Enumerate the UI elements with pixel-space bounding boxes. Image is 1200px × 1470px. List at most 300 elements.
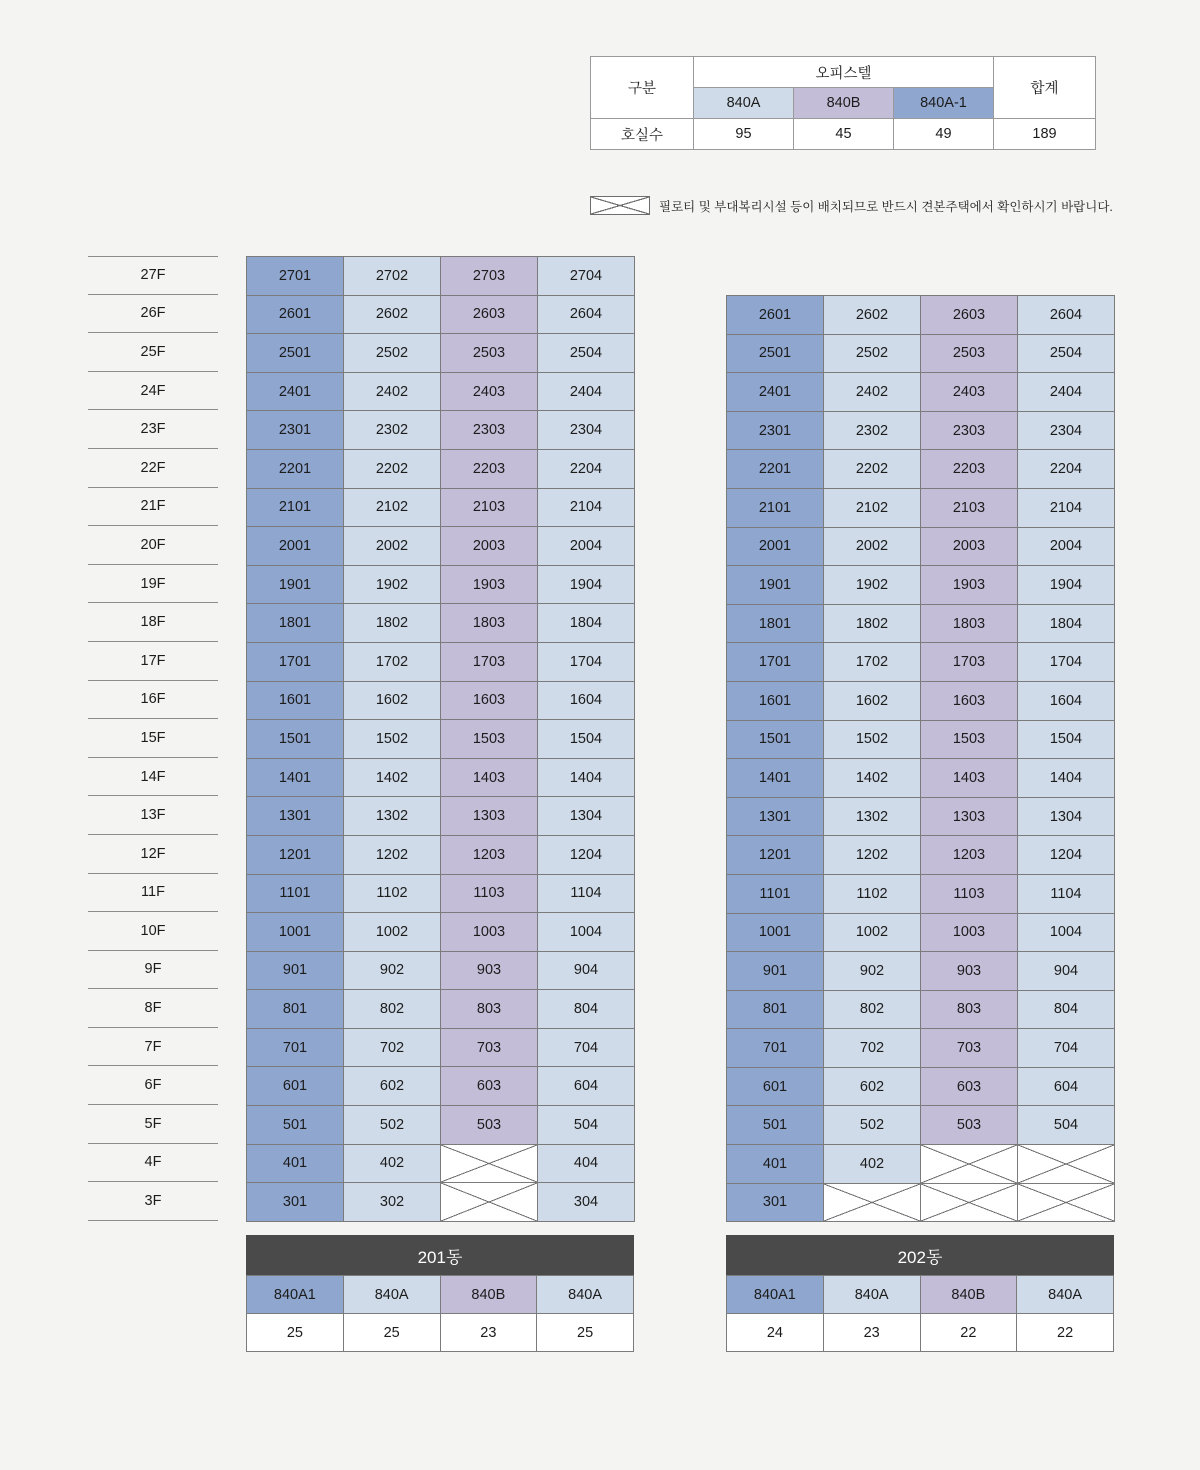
- unit-cell[interactable]: 2602: [344, 295, 441, 334]
- unit-cell[interactable]: 801: [727, 990, 824, 1029]
- unit-cell[interactable]: 604: [1018, 1067, 1115, 1106]
- unit-cell[interactable]: 2102: [344, 488, 441, 527]
- building-block-202: [726, 1235, 1114, 1352]
- count-cell: 22: [1017, 1314, 1114, 1352]
- unit-cell[interactable]: 1701: [247, 642, 344, 681]
- floor-label: 27F: [88, 256, 218, 295]
- unit-row: [247, 334, 635, 373]
- unit-cell[interactable]: 1404: [1018, 759, 1115, 798]
- unit-cell[interactable]: 1602: [824, 681, 921, 720]
- unit-cell[interactable]: 1002: [344, 913, 441, 952]
- unit-cell[interactable]: 504: [538, 1106, 635, 1145]
- unit-row: [247, 411, 635, 450]
- unit-cell[interactable]: 701: [727, 1029, 824, 1068]
- unit-cell[interactable]: 1804: [1018, 604, 1115, 643]
- unit-cell[interactable]: 2402: [824, 373, 921, 412]
- type-cell: 840A: [823, 1276, 920, 1314]
- unit-cell[interactable]: 2404: [1018, 373, 1115, 412]
- unit-row: [247, 681, 635, 720]
- unit-cell[interactable]: 903: [441, 951, 538, 990]
- unit-cell[interactable]: 1402: [344, 758, 441, 797]
- unit-row: [247, 990, 635, 1029]
- summary-row-label: 호실수: [591, 119, 694, 150]
- unit-cell[interactable]: 601: [727, 1067, 824, 1106]
- unit-row: [247, 951, 635, 990]
- legend-text: 필로티 및 부대복리시설 등이 배치되므로 반드시 견본주택에서 확인하시기 바랍니다.: [659, 199, 1113, 214]
- unit-cell[interactable]: 1002: [824, 913, 921, 952]
- floor-label: 24F: [88, 372, 218, 411]
- count-cell: 23: [440, 1314, 537, 1352]
- floor-label: 6F: [88, 1066, 218, 1105]
- floor-label: 18F: [88, 603, 218, 642]
- summary-count-840a: 95: [694, 119, 794, 150]
- unit-cell[interactable]: 604: [538, 1067, 635, 1106]
- unit-row: [247, 835, 635, 874]
- unit-cell[interactable]: 2104: [1018, 488, 1115, 527]
- unit-row: [247, 913, 635, 952]
- unit-cell[interactable]: 2201: [247, 449, 344, 488]
- floor-label: 22F: [88, 449, 218, 488]
- unit-cell[interactable]: 502: [824, 1106, 921, 1145]
- unit-cell[interactable]: 2403: [441, 372, 538, 411]
- unit-cell[interactable]: 1204: [538, 835, 635, 874]
- unit-cell[interactable]: 1101: [727, 874, 824, 913]
- unit-cell[interactable]: 1304: [1018, 797, 1115, 836]
- type-cell: 840B: [440, 1276, 537, 1314]
- floor-label: 3F: [88, 1182, 218, 1221]
- unit-row: [727, 836, 1115, 875]
- floor-label: 20F: [88, 526, 218, 565]
- unit-cell[interactable]: 602: [824, 1067, 921, 1106]
- unit-cell[interactable]: 1904: [538, 565, 635, 604]
- unit-cell[interactable]: 2701: [247, 257, 344, 296]
- floor-label: 19F: [88, 565, 218, 604]
- hatched-box-icon: [590, 196, 650, 215]
- summary-header-gubun: 구분: [591, 57, 694, 119]
- unit-cell[interactable]: 304: [538, 1183, 635, 1222]
- unit-cell[interactable]: 1604: [1018, 681, 1115, 720]
- unit-cell[interactable]: 1201: [247, 835, 344, 874]
- unit-cell[interactable]: 2103: [441, 488, 538, 527]
- count-cell: 24: [727, 1314, 824, 1352]
- building-name-201: 201동: [246, 1235, 634, 1275]
- count-cell: 25: [247, 1314, 344, 1352]
- unit-cell[interactable]: 1801: [247, 604, 344, 643]
- unit-row: [247, 565, 635, 604]
- unit-cell[interactable]: 1203: [441, 835, 538, 874]
- floor-label: 13F: [88, 796, 218, 835]
- unit-cell[interactable]: 1501: [247, 720, 344, 759]
- unit-row: [727, 913, 1115, 952]
- unit-cell[interactable]: 1503: [921, 720, 1018, 759]
- unit-cell[interactable]: 402: [824, 1145, 921, 1184]
- unit-cell[interactable]: 1502: [344, 720, 441, 759]
- unit-cell[interactable]: 703: [441, 1028, 538, 1067]
- unit-cell-blocked: [1018, 1145, 1115, 1184]
- unit-cell[interactable]: 1603: [921, 681, 1018, 720]
- unit-cell[interactable]: 1402: [824, 759, 921, 798]
- unit-cell[interactable]: 904: [538, 951, 635, 990]
- floor-label: 10F: [88, 912, 218, 951]
- unit-row: [727, 643, 1115, 682]
- unit-cell[interactable]: 302: [344, 1183, 441, 1222]
- count-cell: 25: [537, 1314, 634, 1352]
- unit-cell[interactable]: 1204: [1018, 836, 1115, 875]
- unit-cell[interactable]: 2704: [538, 257, 635, 296]
- unit-cell-blocked: [824, 1183, 921, 1222]
- unit-row: [727, 450, 1115, 489]
- unit-cell[interactable]: 2003: [441, 527, 538, 566]
- unit-cell[interactable]: 2604: [538, 295, 635, 334]
- summary-count-840a-1: 49: [894, 119, 994, 150]
- unit-cell[interactable]: 2202: [824, 450, 921, 489]
- building-grid-202: [726, 295, 1115, 1222]
- unit-cell[interactable]: 704: [538, 1028, 635, 1067]
- unit-cell[interactable]: 2001: [727, 527, 824, 566]
- unit-cell[interactable]: 603: [921, 1067, 1018, 1106]
- unit-cell[interactable]: 2003: [921, 527, 1018, 566]
- unit-cell[interactable]: 1703: [441, 642, 538, 681]
- summary-count-total: 189: [994, 119, 1096, 150]
- unit-cell[interactable]: 1503: [441, 720, 538, 759]
- unit-cell[interactable]: 2401: [247, 372, 344, 411]
- unit-row: [247, 1106, 635, 1145]
- count-row: [247, 1314, 634, 1352]
- unit-cell[interactable]: 802: [824, 990, 921, 1029]
- type-cell: 840B: [920, 1276, 1017, 1314]
- unit-cell[interactable]: 803: [921, 990, 1018, 1029]
- count-row: [727, 1314, 1114, 1352]
- unit-cell[interactable]: 2402: [344, 372, 441, 411]
- unit-cell[interactable]: 2603: [921, 296, 1018, 335]
- count-cell: 25: [343, 1314, 440, 1352]
- unit-cell[interactable]: 1801: [727, 604, 824, 643]
- unit-cell[interactable]: 1101: [247, 874, 344, 913]
- building-type-table-202: [726, 1275, 1114, 1352]
- unit-cell[interactable]: 1202: [824, 836, 921, 875]
- unit-cell[interactable]: 502: [344, 1106, 441, 1145]
- floor-label-column: [88, 256, 218, 1221]
- unit-cell[interactable]: 904: [1018, 952, 1115, 991]
- unit-row: [247, 372, 635, 411]
- unit-cell[interactable]: 601: [247, 1067, 344, 1106]
- unit-cell[interactable]: 803: [441, 990, 538, 1029]
- unit-cell[interactable]: 1003: [441, 913, 538, 952]
- unit-cell[interactable]: 2103: [921, 488, 1018, 527]
- type-cell: 840A: [537, 1276, 634, 1314]
- unit-cell[interactable]: 2501: [247, 334, 344, 373]
- unit-cell[interactable]: 603: [441, 1067, 538, 1106]
- unit-row: [247, 874, 635, 913]
- unit-cell[interactable]: 2604: [1018, 296, 1115, 335]
- unit-cell[interactable]: 2703: [441, 257, 538, 296]
- unit-cell[interactable]: 2504: [1018, 334, 1115, 373]
- floor-label: 7F: [88, 1028, 218, 1067]
- unit-cell[interactable]: 1701: [727, 643, 824, 682]
- summary-type-840a-1: 840A-1: [894, 88, 994, 119]
- unit-cell[interactable]: 2601: [727, 296, 824, 335]
- unit-cell[interactable]: 1102: [344, 874, 441, 913]
- unit-cell-blocked: [441, 1183, 538, 1222]
- unit-cell[interactable]: 2002: [824, 527, 921, 566]
- unit-cell[interactable]: 1104: [1018, 874, 1115, 913]
- unit-row: [727, 1067, 1115, 1106]
- unit-cell[interactable]: 1601: [727, 681, 824, 720]
- floor-label: 9F: [88, 951, 218, 990]
- summary-count-840b: 45: [794, 119, 894, 150]
- floor-label: 14F: [88, 758, 218, 797]
- unit-cell[interactable]: 2304: [538, 411, 635, 450]
- unit-cell[interactable]: 2602: [824, 296, 921, 335]
- type-row: [247, 1276, 634, 1314]
- unit-cell[interactable]: 301: [247, 1183, 344, 1222]
- unit-cell-blocked: [441, 1144, 538, 1183]
- unit-cell[interactable]: 1901: [727, 566, 824, 605]
- unit-cell[interactable]: 2303: [441, 411, 538, 450]
- unit-cell[interactable]: 702: [344, 1028, 441, 1067]
- unit-cell[interactable]: 1703: [921, 643, 1018, 682]
- unit-cell[interactable]: 1401: [727, 759, 824, 798]
- unit-cell[interactable]: 2203: [921, 450, 1018, 489]
- unit-cell[interactable]: 2504: [538, 334, 635, 373]
- unit-cell[interactable]: 1504: [1018, 720, 1115, 759]
- unit-cell[interactable]: 1304: [538, 797, 635, 836]
- unit-cell[interactable]: 2401: [727, 373, 824, 412]
- unit-cell[interactable]: 2302: [824, 411, 921, 450]
- unit-cell[interactable]: 1901: [247, 565, 344, 604]
- unit-cell[interactable]: 2404: [538, 372, 635, 411]
- unit-cell[interactable]: 1302: [344, 797, 441, 836]
- unit-row: [247, 449, 635, 488]
- unit-cell[interactable]: 1004: [538, 913, 635, 952]
- unit-cell[interactable]: 902: [824, 952, 921, 991]
- unit-cell[interactable]: 501: [727, 1106, 824, 1145]
- unit-cell-blocked: [921, 1183, 1018, 1222]
- unit-cell[interactable]: 2603: [441, 295, 538, 334]
- type-cell: 840A1: [727, 1276, 824, 1314]
- unit-cell[interactable]: 402: [344, 1144, 441, 1183]
- unit-cell[interactable]: 1601: [247, 681, 344, 720]
- unit-row: [247, 604, 635, 643]
- unit-cell[interactable]: 1603: [441, 681, 538, 720]
- unit-cell[interactable]: 401: [247, 1144, 344, 1183]
- unit-cell[interactable]: 1102: [824, 874, 921, 913]
- unit-cell[interactable]: 701: [247, 1028, 344, 1067]
- unit-cell[interactable]: 1903: [921, 566, 1018, 605]
- unit-cell[interactable]: 1903: [441, 565, 538, 604]
- unit-cell[interactable]: 1704: [1018, 643, 1115, 682]
- summary-type-840b: 840B: [794, 88, 894, 119]
- unit-row: [247, 1144, 635, 1183]
- unit-cell[interactable]: 2301: [727, 411, 824, 450]
- unit-row: [247, 758, 635, 797]
- unit-row: [247, 488, 635, 527]
- unit-cell[interactable]: 1902: [824, 566, 921, 605]
- unit-cell[interactable]: 2204: [1018, 450, 1115, 489]
- floor-label: 17F: [88, 642, 218, 681]
- unit-cell[interactable]: 2502: [824, 334, 921, 373]
- unit-cell[interactable]: 2601: [247, 295, 344, 334]
- unit-cell[interactable]: 2502: [344, 334, 441, 373]
- unit-cell-blocked: [1018, 1183, 1115, 1222]
- unit-cell[interactable]: 1301: [247, 797, 344, 836]
- unit-cell[interactable]: 2501: [727, 334, 824, 373]
- unit-row: [247, 1183, 635, 1222]
- unit-cell[interactable]: 1104: [538, 874, 635, 913]
- unit-cell[interactable]: 1004: [1018, 913, 1115, 952]
- unit-row: [727, 488, 1115, 527]
- floor-label: 23F: [88, 410, 218, 449]
- unit-row: [727, 720, 1115, 759]
- unit-cell[interactable]: 503: [441, 1106, 538, 1145]
- unit-cell[interactable]: 1803: [921, 604, 1018, 643]
- unit-cell[interactable]: 2002: [344, 527, 441, 566]
- unit-cell[interactable]: 1702: [824, 643, 921, 682]
- unit-row: [247, 720, 635, 759]
- unit-cell[interactable]: 1301: [727, 797, 824, 836]
- unit-cell[interactable]: 1404: [538, 758, 635, 797]
- unit-cell[interactable]: 2202: [344, 449, 441, 488]
- unit-cell[interactable]: 503: [921, 1106, 1018, 1145]
- unit-row: [247, 642, 635, 681]
- unit-row: [247, 1028, 635, 1067]
- unit-cell[interactable]: 301: [727, 1183, 824, 1222]
- unit-cell[interactable]: 1001: [247, 913, 344, 952]
- unit-cell[interactable]: 1802: [824, 604, 921, 643]
- type-cell: 840A: [343, 1276, 440, 1314]
- unit-cell[interactable]: 1704: [538, 642, 635, 681]
- building-grid-201: [246, 256, 635, 1222]
- unit-row: [727, 296, 1115, 335]
- unit-cell[interactable]: 2303: [921, 411, 1018, 450]
- floor-label: 16F: [88, 681, 218, 720]
- unit-row: [727, 952, 1115, 991]
- unit-row: [727, 874, 1115, 913]
- unit-cell[interactable]: 801: [247, 990, 344, 1029]
- unit-cell[interactable]: 1401: [247, 758, 344, 797]
- unit-cell[interactable]: 1602: [344, 681, 441, 720]
- unit-cell[interactable]: 504: [1018, 1106, 1115, 1145]
- unit-cell[interactable]: 2304: [1018, 411, 1115, 450]
- building-name-202: 202동: [726, 1235, 1114, 1275]
- unit-cell[interactable]: 2203: [441, 449, 538, 488]
- unit-cell[interactable]: 1203: [921, 836, 1018, 875]
- unit-row: [727, 681, 1115, 720]
- unit-row: [727, 797, 1115, 836]
- unit-cell[interactable]: 2001: [247, 527, 344, 566]
- unit-cell[interactable]: 2204: [538, 449, 635, 488]
- unit-cell[interactable]: 1804: [538, 604, 635, 643]
- unit-cell[interactable]: 2503: [441, 334, 538, 373]
- unit-cell[interactable]: 901: [727, 952, 824, 991]
- unit-row: [727, 1029, 1115, 1068]
- summary-count-row: [591, 119, 1096, 150]
- building-type-table-201: [246, 1275, 634, 1352]
- unit-cell[interactable]: 1003: [921, 913, 1018, 952]
- unit-row: [247, 257, 635, 296]
- unit-row: [247, 797, 635, 836]
- unit-cell[interactable]: 501: [247, 1106, 344, 1145]
- unit-cell[interactable]: 804: [1018, 990, 1115, 1029]
- unit-cell[interactable]: 1103: [441, 874, 538, 913]
- unit-cell[interactable]: 702: [824, 1029, 921, 1068]
- unit-cell[interactable]: 1403: [921, 759, 1018, 798]
- unit-row: [727, 566, 1115, 605]
- unit-cell[interactable]: 1504: [538, 720, 635, 759]
- unit-cell[interactable]: 1201: [727, 836, 824, 875]
- unit-cell[interactable]: 2201: [727, 450, 824, 489]
- unit-cell[interactable]: 1001: [727, 913, 824, 952]
- unit-cell[interactable]: 2101: [247, 488, 344, 527]
- unit-cell[interactable]: 1604: [538, 681, 635, 720]
- unit-cell[interactable]: 1902: [344, 565, 441, 604]
- unit-cell[interactable]: 1202: [344, 835, 441, 874]
- unit-cell-blocked: [921, 1145, 1018, 1184]
- unit-cell[interactable]: 2301: [247, 411, 344, 450]
- floor-label: 4F: [88, 1144, 218, 1183]
- floor-label: 11F: [88, 874, 218, 913]
- unit-cell[interactable]: 903: [921, 952, 1018, 991]
- summary-type-840a: 840A: [694, 88, 794, 119]
- unit-cell[interactable]: 1702: [344, 642, 441, 681]
- unit-cell[interactable]: 703: [921, 1029, 1018, 1068]
- unit-cell[interactable]: 1803: [441, 604, 538, 643]
- unit-cell[interactable]: 1501: [727, 720, 824, 759]
- unit-cell[interactable]: 902: [344, 951, 441, 990]
- unit-cell[interactable]: 2503: [921, 334, 1018, 373]
- unit-row: [727, 1145, 1115, 1184]
- unit-cell[interactable]: 2104: [538, 488, 635, 527]
- count-cell: 22: [920, 1314, 1017, 1352]
- unit-cell[interactable]: 602: [344, 1067, 441, 1106]
- floor-label: 26F: [88, 295, 218, 334]
- unit-cell[interactable]: 1302: [824, 797, 921, 836]
- unit-cell[interactable]: 1502: [824, 720, 921, 759]
- unit-cell[interactable]: 401: [727, 1145, 824, 1184]
- unit-cell[interactable]: 1403: [441, 758, 538, 797]
- unit-cell[interactable]: 2102: [824, 488, 921, 527]
- type-cell: 840A1: [247, 1276, 344, 1314]
- unit-cell[interactable]: 804: [538, 990, 635, 1029]
- unit-row: [247, 527, 635, 566]
- unit-cell[interactable]: 802: [344, 990, 441, 1029]
- legend: [590, 196, 1113, 215]
- unit-cell[interactable]: 704: [1018, 1029, 1115, 1068]
- unit-cell[interactable]: 2004: [1018, 527, 1115, 566]
- unit-cell[interactable]: 901: [247, 951, 344, 990]
- unit-cell[interactable]: 2101: [727, 488, 824, 527]
- unit-cell[interactable]: 2403: [921, 373, 1018, 412]
- summary-header-total: 합계: [994, 57, 1096, 119]
- floor-label: 25F: [88, 333, 218, 372]
- count-cell: 23: [823, 1314, 920, 1352]
- unit-row: [727, 334, 1115, 373]
- unit-row: [727, 990, 1115, 1029]
- unit-cell[interactable]: 1802: [344, 604, 441, 643]
- unit-cell[interactable]: 2004: [538, 527, 635, 566]
- unit-row: [247, 1067, 635, 1106]
- unit-row: [727, 373, 1115, 412]
- unit-cell[interactable]: 1103: [921, 874, 1018, 913]
- unit-cell[interactable]: 1303: [441, 797, 538, 836]
- unit-cell[interactable]: 1303: [921, 797, 1018, 836]
- unit-cell[interactable]: 2302: [344, 411, 441, 450]
- unit-cell[interactable]: 1904: [1018, 566, 1115, 605]
- unit-cell[interactable]: 404: [538, 1144, 635, 1183]
- unit-row: [247, 295, 635, 334]
- unit-cell[interactable]: 2702: [344, 257, 441, 296]
- floor-label: 12F: [88, 835, 218, 874]
